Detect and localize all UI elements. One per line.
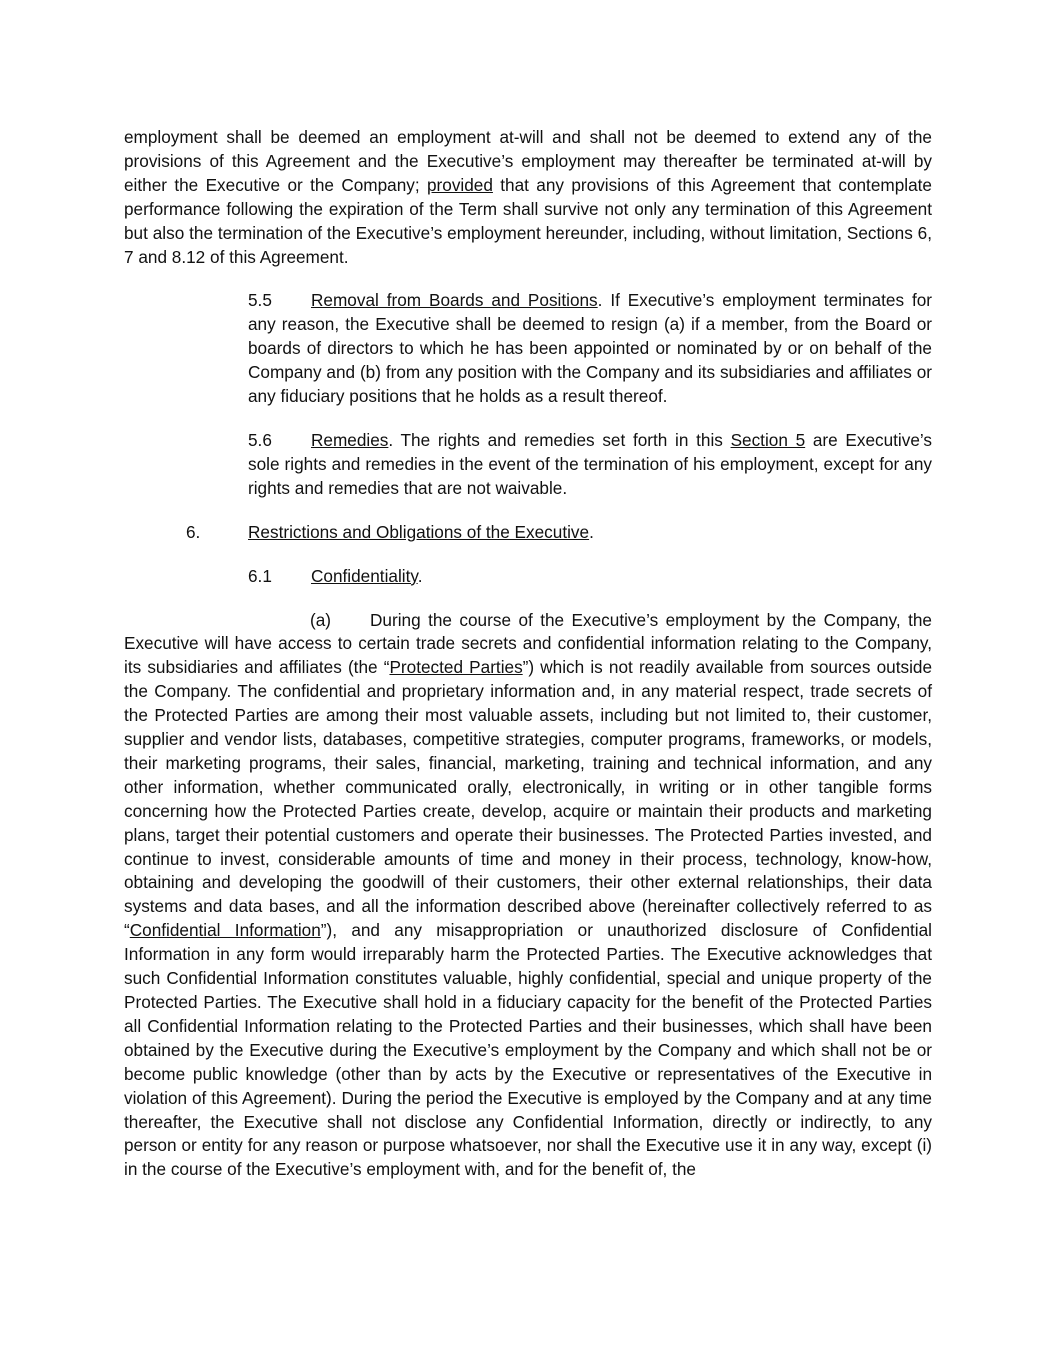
section-5-6: [124, 429, 932, 501]
section-text: ”), and any misappropriation or unauthorized disclosure of Confidential Information in any form would irreparably harm the Protected Parties. The Executive acknowledges that such Confidential Information constitutes valuable, highly confidential, special and unique property of the Protected Parties. The Executive shall hold in a fiduciary capacity for the benefit of the Protected Parties all Confidential Information relating to the Protected Parties and their businesses, which shall have been obtained by the Executive during the Executive’s employment by the Company and which shall not be or become public knowledge (other than by acts by the Executive or representatives of the Executive in violation of this Agreement). During the period the Executive is employed by the Company and at any time thereafter, the Executive shall not disclose any Confidential Information, directly or indirectly, to any person or entity for any reason or purpose whatsoever, nor shall the Executive use it in any way, except (i) in the course of the Executive’s employment with, and for the benefit of, the: [124, 920, 932, 1180]
text: that any provisions of this Agreement that contemplate performance following the expiration of the Term shall survive not only any termination of this Agreement but also the termination of the Executive’s employment hereunder, including, without limitation, Sections 6, 7 and 8.12 of this Agreement.: [124, 174, 932, 267]
term-provided: provided: [427, 174, 493, 195]
paragraph-intro: [124, 126, 932, 269]
section-number: 6.: [186, 521, 201, 542]
section-6-heading: [124, 521, 932, 545]
defined-term-protected-parties: Protected Parties: [389, 657, 523, 678]
section-number: 5.6: [248, 429, 272, 450]
text: employment shall be deemed an employment at-will and shall not be deemed to extend any of the provisions of this Agreement and the Executive’s employment may thereafter be terminated at-will by either the Executive or the Company;: [124, 127, 932, 195]
document-page: [124, 126, 932, 1202]
section-6-1-heading: [124, 565, 932, 589]
punctuation: .: [589, 521, 594, 542]
section-text: . If Executive’s employment terminates for any reason, the Executive shall be deemed to resign (a) if a member, from the Board or boards of directors to which he has been appointed or nominated by or on behalf of the Company and (b) from any position with the Company and its subsidiaries and affiliates or any fiduciary positions that he holds as a result thereof.: [248, 290, 932, 407]
section-text: are Executive’s sole rights and remedies in the event of the termination of his employment, except for any rights and remedies that are not waivable.: [248, 429, 933, 498]
section-6-1-a: [124, 609, 932, 1183]
section-title: Confidentiality: [311, 565, 418, 586]
punctuation: .: [417, 565, 423, 586]
section-title: Removal from Boards and Positions: [311, 290, 598, 311]
subsection-number: (a): [310, 609, 332, 630]
defined-term-confidential-information: Confidential Information: [129, 920, 321, 941]
section-text: . The rights and remedies set forth in this: [388, 429, 731, 450]
section-5-5: [124, 289, 932, 409]
section-number: 5.5: [248, 290, 272, 311]
section-title: Remedies: [311, 429, 389, 450]
section-reference: Section 5: [730, 429, 806, 450]
section-text: ”) which is not readily available from sources outside the Company. The confidential and proprietary information and, in any material respect, trade secrets of the Protected Parties are among their most valuable assets, including but not limited to, their customer, supplier and vendor lists, databases, competitive strategies, computer programs, frameworks, or models, their marketing programs, their sales, financial, marketing, training and technical information, and any other information, whether communicated orally, electronically, in writing or in other tangible forms concerning how the Protected Parties create, develop, acquire or maintain their products and marketing plans, target their potential customers and operate their businesses. The Protected Parties invested, and continue to invest, considerable amounts of time and money in their process, technology, know-how, obtaining and developing the goodwill of their customers, their other external relationships, their data systems and data bases, and all the information described above (hereinafter collectively referred to as “: [124, 657, 933, 941]
section-title: Restrictions and Obligations of the Executive: [248, 521, 590, 542]
section-number: 6.1: [248, 565, 272, 586]
section-text: During the course of the Executive’s employment by the Company, the Executive will have access to certain trade secrets and confidential information relating to the Company, its subsidiaries and affiliates (the “: [124, 609, 932, 678]
